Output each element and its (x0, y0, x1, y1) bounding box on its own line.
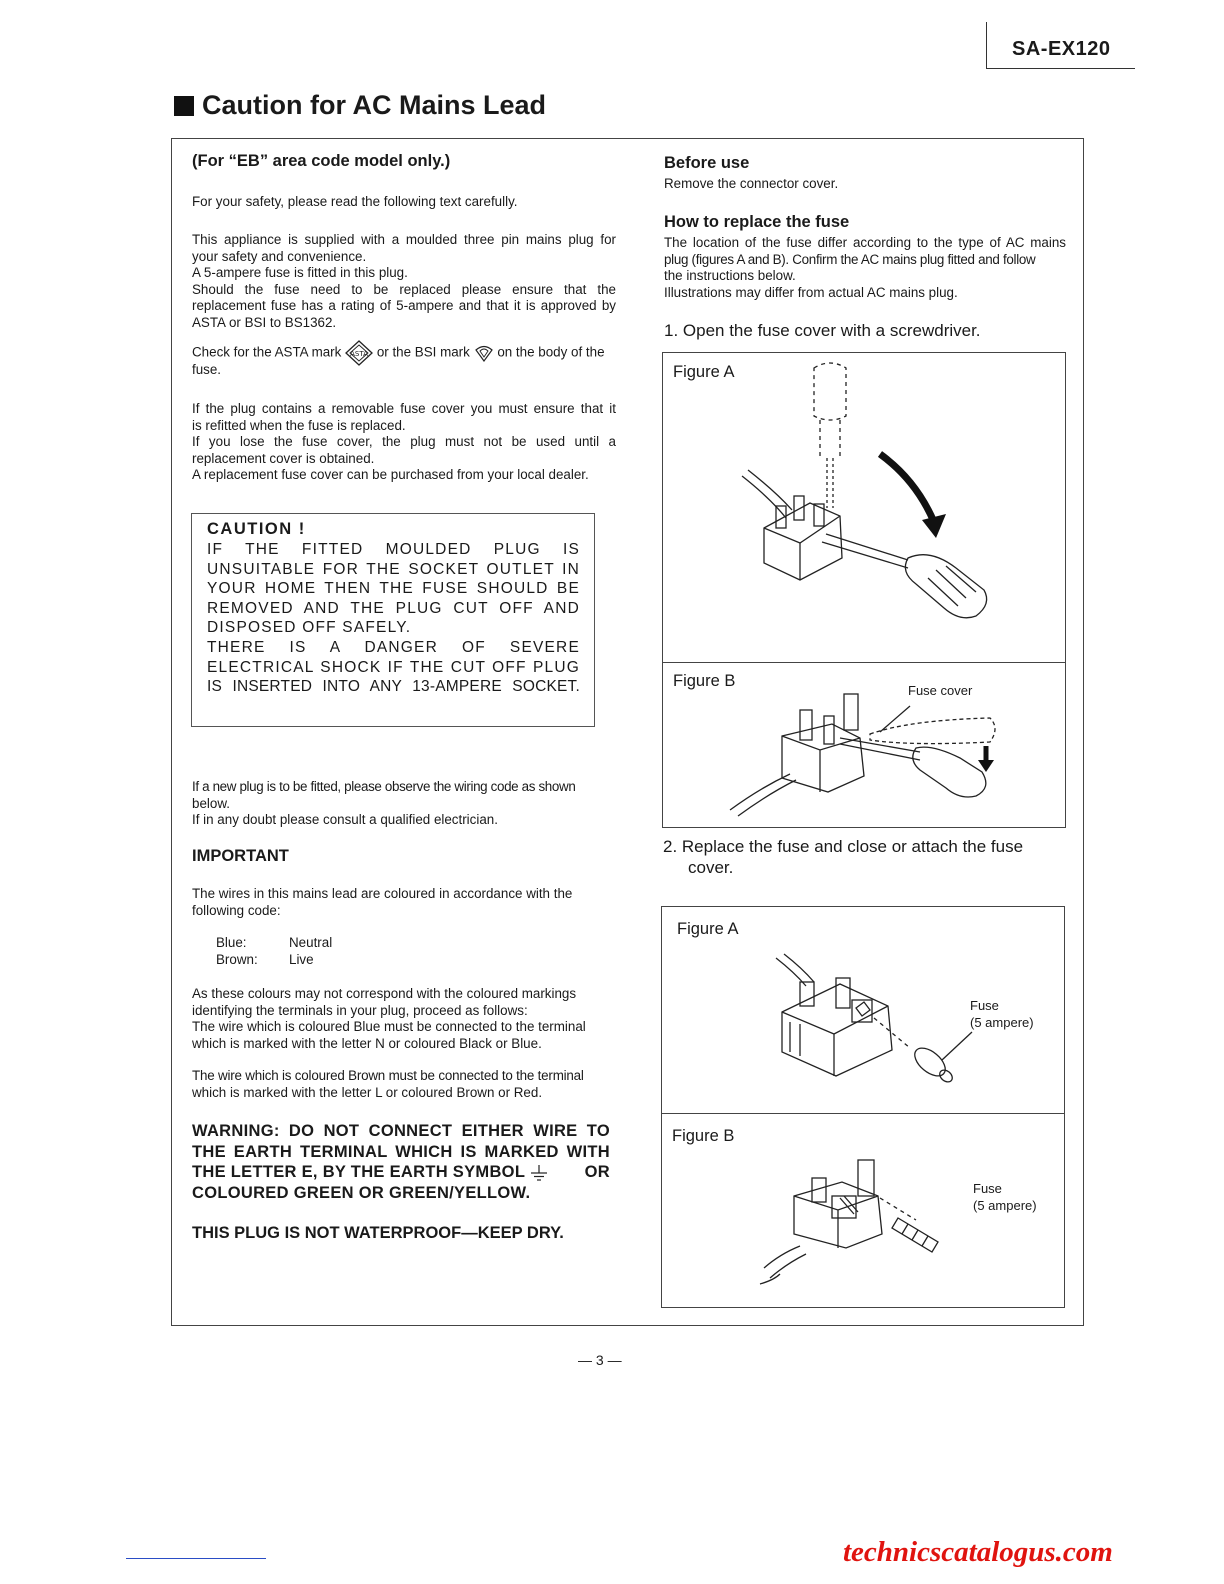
before-use-title: Before use (664, 154, 750, 172)
step-1: 1. Open the fuse cover with a screwdriver. (664, 321, 981, 340)
section-title (174, 90, 546, 121)
wire-role-live: Live (289, 951, 314, 967)
svg-text:ASTA: ASTA (350, 350, 368, 358)
step-2-line-1: 2. Replace the fuse and close or attach the fuse (663, 837, 1024, 856)
figure-1b-label: Figure B (673, 672, 736, 690)
paragraph-wire-colours: The wires in this mains lead are coloured in accordance with the following code: (192, 886, 573, 918)
figure-2a-label: Figure A (677, 920, 739, 938)
square-bullet-icon (174, 96, 194, 116)
warning-block: WARNING: DO NOT CONNECT EITHER WIRE TO THE EARTH TERMINAL WHICH IS MARKED WITH THE LETTER E, BY THE EARTH SYMBOL OR COLOURED GREEN OR GREEN/YELLOW. (192, 1122, 610, 1203)
wiring-code-table (216, 935, 332, 968)
step-2-line-2: cover. (688, 858, 734, 877)
paragraph-new-plug: If a new plug is to be fitted, please observe the wiring code as shown below. If in any doubt please consult a qualified electrician. (192, 779, 576, 827)
figure-1a-label: Figure A (673, 363, 735, 381)
paragraph-fuse-cover: If the plug contains a removable fuse cover you must ensure that it is refitted when the fuse is replaced. If you lose the fuse cover, the plug must not be used until a replacement cover is obtained. A replacement fuse cover can be purchased from your local dealer. (192, 401, 616, 482)
caution-text: IF THE FITTED MOULDED PLUG IS UNSUITABLE FOR THE SOCKET OUTLET IN YOUR HOME THEN THE FUSE SHOULD BE REMOVED AND THE PLUG CUT OFF AND DISPOSED OFF SAFELY. THERE IS A DANGER OF SEVERE ELECTRICAL SHOCK IF THE CUT OFF PLUG IS INSERTED INTO ANY 13-AMPERE SOCKET. (207, 541, 580, 696)
howto-text: The location of the fuse differ according to the type of AC mains plug (figures A and B). Confirm the AC mains plug fitted and follow the instructions below. Illustrations may differ from actual AC mains plug. (664, 235, 1066, 300)
before-use-text: Remove the connector cover. (664, 176, 839, 191)
figure-2b-callout: Fuse (5 ampere) (973, 1181, 1037, 1213)
figure-2a-illustration (770, 952, 980, 1092)
caution-title: CAUTION ! (207, 520, 306, 538)
check-marks-line-2: fuse. (192, 362, 222, 377)
model-code: SA-EX120 (1012, 38, 1111, 60)
paragraph-plug: This appliance is supplied with a moulded three pin mains plug for your safety and convenience. A 5-ampere fuse is fitted in this plug. Should the fuse need to be replaced please ensure that the replacement fuse has a rating of 5-ampere and that it is approved by ASTA or BSI to BS1362. (192, 232, 616, 330)
figure-divider-2 (661, 1113, 1065, 1114)
howto-title: How to replace the fuse (664, 213, 850, 231)
figure-1b-callout: Fuse cover (908, 683, 973, 698)
bottom-rule (126, 1558, 266, 1559)
section-title-text: Caution for AC Mains Lead (202, 90, 547, 120)
waterproof-note: THIS PLUG IS NOT WATERPROOF—KEEP DRY. (192, 1224, 564, 1242)
figure-2b-illustration (760, 1156, 970, 1286)
important-title: IMPORTANT (192, 847, 289, 865)
bsi-kitemark-icon (474, 343, 494, 363)
earth-symbol-icon (529, 1164, 549, 1182)
figure-1b-illustration (720, 688, 1000, 818)
wire-color-brown: Brown: (216, 951, 258, 967)
paragraph-blue-wire: As these colours may not correspond with the coloured markings identifying the terminals in your plug, proceed as follows: The wire which is coloured Blue must be connected to the terminal which is marked with the letter N or coloured Black or Blue. (192, 986, 586, 1051)
check-marks-line: Check for the ASTA mark ASTA or the BSI mark on the body of the (192, 340, 622, 366)
wire-color-blue: Blue: (216, 935, 247, 950)
safety-intro: For your safety, please read the following text carefully. (192, 194, 518, 209)
figure-2a-callout: Fuse (5 ampere) (970, 998, 1034, 1030)
paragraph-brown-wire: The wire which is coloured Brown must be connected to the terminal which is marked with the letter L or coloured Brown or Red. (192, 1068, 584, 1100)
asta-mark-icon (345, 340, 373, 366)
area-subtitle: (For “EB” area code model only.) (192, 152, 451, 170)
figure-1a-illustration (730, 358, 1000, 658)
wire-role-neutral: Neutral (289, 935, 333, 950)
figure-divider-1 (662, 662, 1066, 663)
figure-2b-label: Figure B (672, 1127, 735, 1145)
watermark-link[interactable]: technicscatalogus.com (843, 1536, 1113, 1568)
page-number: — 3 — (578, 1352, 622, 1368)
